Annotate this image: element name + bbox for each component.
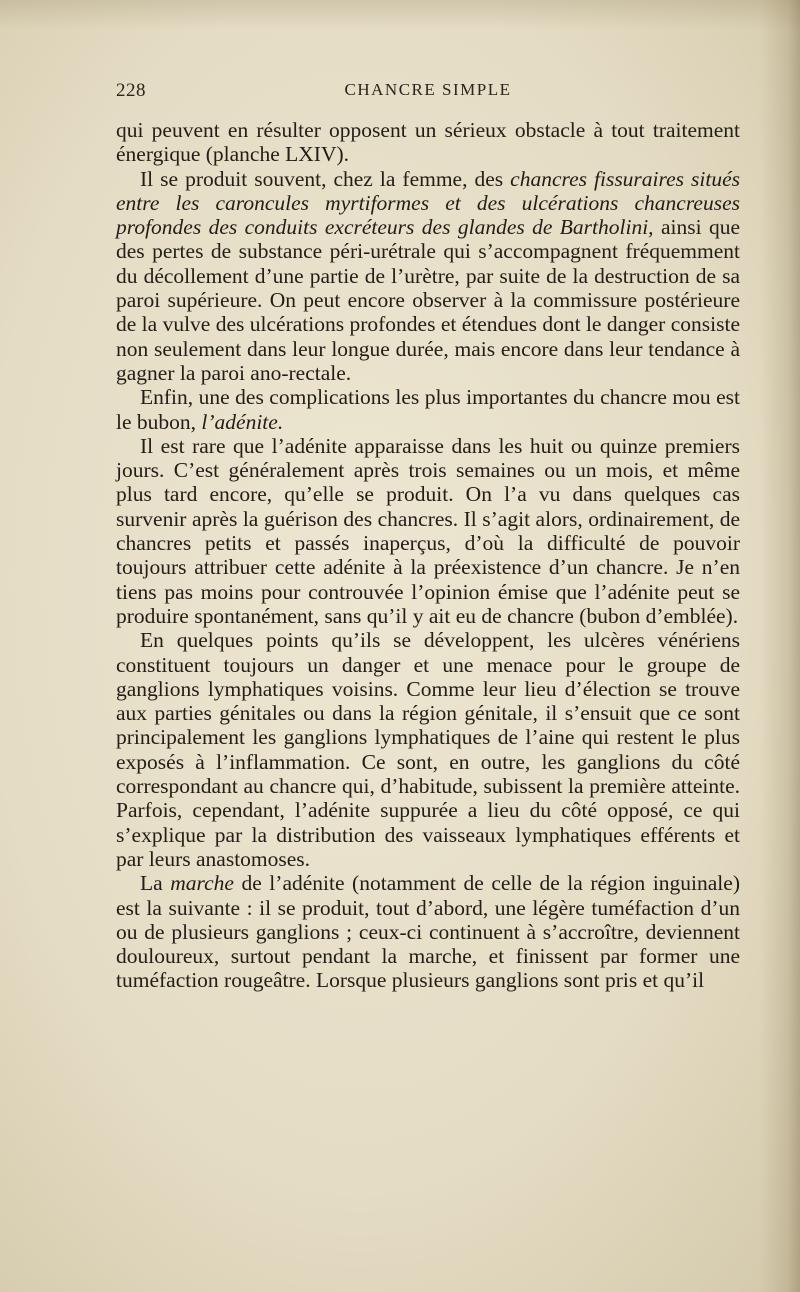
page-header <box>116 80 740 110</box>
page-number: 228 <box>116 80 146 101</box>
text-segment: qui peuvent en résulter opposent un sérieux obstacle à tout traitement énergique (planche LXIV). <box>116 118 740 167</box>
italic-text: chancres fissuraires situés entre les caroncules myrtiformes et des ulcérations chancreuses profondes des conduits excréteurs des glandes de Bartholini, <box>116 166 740 240</box>
paragraph <box>116 118 740 167</box>
text-segment: ainsi que des pertes de substance péri-urétrale qui s’accompagnent fréquemment du décollement d’une partie de l’urètre, par suite de la destruction de sa paroi supérieure. On peut encore observer à la commissure postérieure de la vulve des ulcérations profondes et étendues dont le danger consiste non seulement dans leur longue durée, mais encore dans leur tendance à gagner la paroi ano-rectale. <box>116 215 740 385</box>
text-segment: La <box>140 871 171 896</box>
paragraph <box>116 385 740 434</box>
text-segment: Enfin, une des complications les plus importantes du chancre mou est le bubon, <box>116 385 740 434</box>
italic-text: marche <box>170 871 234 896</box>
paragraph <box>116 167 740 386</box>
text-segment: Il se produit souvent, chez la femme, des <box>140 166 511 191</box>
text-segment: Il est rare que l’adénite apparaisse dans les huit ou quinze premiers jours. C’est généralement après trois semaines ou un mois, et même plus tard encore, qu’elle se produit. On l’a vu dans quelques cas survenir après la guérison des chancres. Il s’agit alors, ordinairement, de chancres petits et passés inaperçus, d’où la difficulté de pouvoir toujours attribuer cette adénite à la préexistence d’un chancre. Je n’en tiens pas moins pour controuvée l’opinion émise que l’adénite peut se produire spontanément, sans qu’il y ait eu de chancre (bubon d’emblée). <box>116 433 740 628</box>
italic-text: l’adénite. <box>201 409 284 434</box>
paragraph <box>116 434 740 628</box>
paragraph <box>116 628 740 871</box>
page-shadow-right <box>760 0 800 1292</box>
body-text <box>116 118 740 993</box>
paragraph <box>116 871 740 992</box>
text-segment: de l’adénite (notamment de celle de la région inguinale) est la suivante : il se produit, tout d’abord, une légère tuméfaction d’un ou de plusieurs ganglions ; ceux-ci continuent à s’accroître, deviennent douloureux, surtout pendant la marche, et finissent par former une tuméfaction rougeâtre. Lorsque plusieurs ganglions sont pris et qu’il <box>116 871 740 993</box>
running-head: CHANCRE SIMPLE <box>344 80 512 99</box>
text-segment: En quelques points qu’ils se développent, les ulcères vénériens constituent toujours un danger et une menace pour le groupe de ganglions lymphatiques voisins. Comme leur lieu d’élection se trouve aux parties génitales ou dans la région génitale, il s’ensuit que ce sont principalement les ganglions lymphatiques de l’aine qui restent le plus exposés à l’inflammation. Ce sont, en outre, les ganglions du côté correspondant au chancre qui, d’habitude, subissent la première atteinte. Parfois, cependant, l’adénite suppurée a lieu du côté opposé, ce qui s’explique par la distribution des vaisseaux lymphatiques efférents et par leurs anastomoses. <box>116 628 740 871</box>
page-shadow-top <box>0 0 800 30</box>
